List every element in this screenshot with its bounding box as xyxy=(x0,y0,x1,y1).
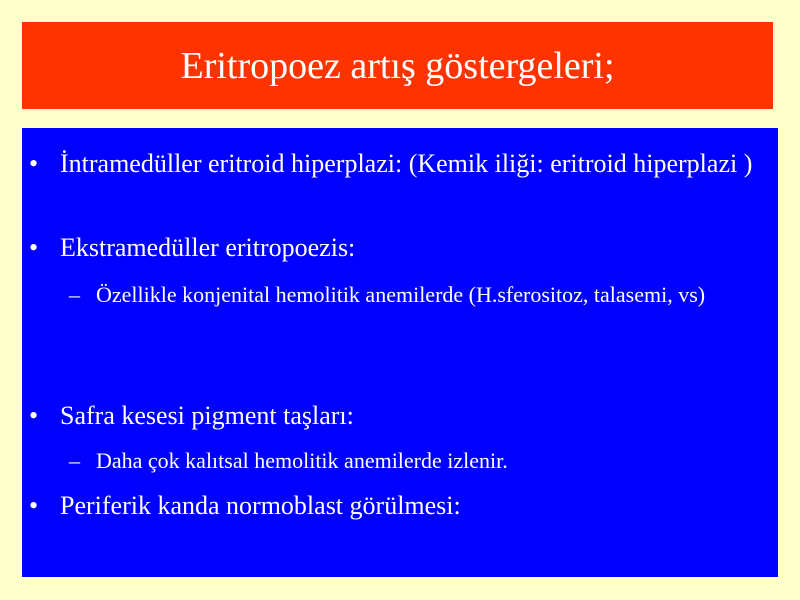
slide-content xyxy=(22,128,778,577)
bullet-icon: • xyxy=(29,233,39,262)
dash-icon: – xyxy=(69,448,80,473)
sub-bullet-item xyxy=(69,278,736,312)
bullet-item xyxy=(29,228,760,267)
bullet-text: İntramedüller eritroid hiperplazi: (Kemik iliği: eritroid hiperplazi ) xyxy=(60,149,753,178)
sub-bullet-item xyxy=(69,444,736,478)
sub-bullet-text: Özellikle konjenital hemolitik anemilerde (H.sferositoz, talasemi, vs) xyxy=(96,282,706,307)
slide-title: Eritropoez artış göstergeleri; xyxy=(180,44,615,87)
slide-title-bar xyxy=(22,22,773,109)
bullet-text: Safra kesesi pigment taşları: xyxy=(60,401,354,430)
bullet-item xyxy=(29,144,760,183)
bullet-text: Ekstramedüller eritropoezis: xyxy=(60,233,356,262)
dash-icon: – xyxy=(69,282,80,307)
sub-bullet-text: Daha çok kalıtsal hemolitik anemilerde izlenir. xyxy=(96,448,508,473)
bullet-icon: • xyxy=(29,491,39,520)
bullet-icon: • xyxy=(29,401,39,430)
bullet-item xyxy=(29,396,760,435)
bullet-text: Periferik kanda normoblast görülmesi: xyxy=(60,491,461,520)
bullet-icon: • xyxy=(29,149,39,178)
bullet-item xyxy=(29,486,760,525)
